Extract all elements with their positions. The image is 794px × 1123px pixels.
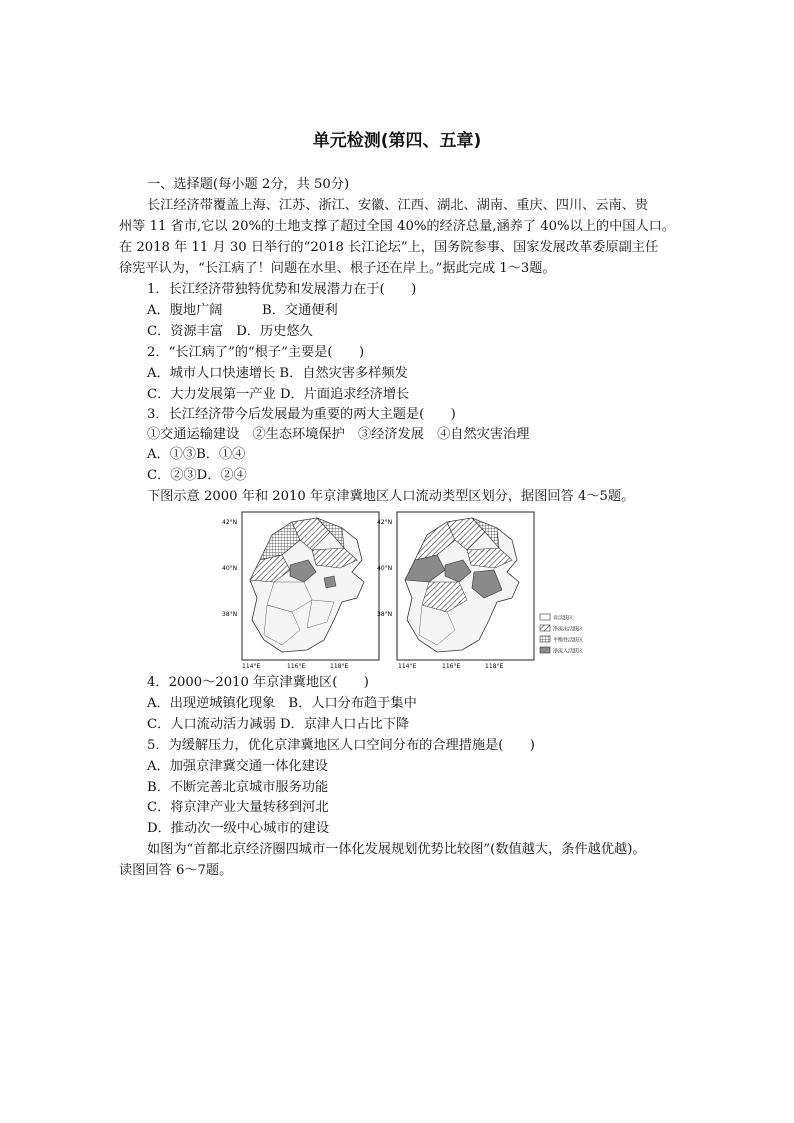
q4-options-ab: A．出现逆城镇化现象 B．人口分布趋于集中 <box>147 696 417 711</box>
legend-label: 净流入活跃区 <box>553 648 584 655</box>
map-2010 <box>397 512 534 660</box>
question-3: 3．长江经济带今后发展最为重要的两大主题是( ) <box>147 407 456 422</box>
lat-label: 42°N <box>222 519 238 526</box>
legend-label: 平衡性活跃区 <box>553 637 584 644</box>
q2-options-cd: C．大力发展第一产业 D．片面追求经济增长 <box>147 387 410 402</box>
q3-options-ab: A．①③B．①④ <box>147 447 246 462</box>
q5-option-d: D．推动次一级中心城市的建设 <box>147 821 330 836</box>
lon-label: 118°E <box>485 663 504 670</box>
q1-options-ab: A．腹地广阔 B．交通便利 <box>147 303 338 318</box>
intro-line: 在 2018 年 11 月 30 日举行的“2018 长江论坛”上，国务院参事、国家发展改革委原副主任 <box>119 240 659 255</box>
question-1: 1．长江经济带独特优势和发展潜力在于( ) <box>147 282 417 297</box>
question-4: 4．2000～2010 年京津冀地区( ) <box>147 675 369 690</box>
q4-options-cd: C．人口流动活力减弱 D．京津人口占比下降 <box>147 717 410 732</box>
intro-line: 州等 11 省市,它以 20%的土地支撑了超过全国 40%的经济总量,涵养了 40%以上的中国人口。 <box>119 219 676 234</box>
final-intro: 如图为“首都北京经济圈四城市一体化发展规划优势比较图”(数值越大，条件越优越)。 <box>147 842 646 857</box>
lon-label: 116°E <box>287 663 306 670</box>
lat-label: 40°N <box>222 565 238 572</box>
q1-options-cd: C．资源丰富 D．历史悠久 <box>147 324 313 339</box>
legend-label: 非活跃区 <box>553 615 574 622</box>
map-intro: 下图示意 2000 年和 2010 年京津冀地区人口流动类型区划分，据图回答 4～5题。 <box>147 489 635 504</box>
lat-label: 42°N <box>377 519 393 526</box>
lon-label: 118°E <box>330 663 349 670</box>
map-legend <box>540 614 583 655</box>
q3-items: ①交通运输建设 ②生态环境保护 ③经济发展 ④自然灾害治理 <box>147 427 530 442</box>
section-heading: 一、选择题(每小题 2分，共 50分) <box>147 177 350 192</box>
lon-label: 114°E <box>398 663 417 670</box>
legend-label: 净流出活跃区 <box>553 626 584 633</box>
intro-line: 长江经济带覆盖上海、江苏、浙江、安徽、江西、湖北、湖南、重庆、四川、云南、贵 <box>147 198 649 213</box>
question-2: 2．“长江病了”的“根子”主要是( ) <box>147 345 365 360</box>
q5-option-b: B．不断完善北京城市服务功能 <box>147 780 329 795</box>
lon-label: 116°E <box>442 663 461 670</box>
population-flow-maps <box>212 510 600 670</box>
q2-options-ab: A．城市人口快速增长 B．自然灾害多样频发 <box>147 366 408 381</box>
q5-option-a: A．加强京津冀交通一体化建设 <box>147 759 328 774</box>
page-title: 单元检测(第四、五章) <box>312 131 482 151</box>
lat-label: 40°N <box>377 565 393 572</box>
lat-label: 38°N <box>377 611 393 618</box>
final-intro-cont: 读图回答 6～7题。 <box>119 863 233 878</box>
map-2000 <box>242 512 379 660</box>
q5-option-c: C．将京津产业大量转移到河北 <box>147 800 329 815</box>
intro-line: 徐宪平认为，“长江病了！问题在水里、根子还在岸上。”据此完成 1～3题。 <box>119 261 556 276</box>
q3-options-cd: C．②③D．②④ <box>147 468 247 483</box>
question-5: 5．为缓解压力，优化京津冀地区人口空间分布的合理措施是( ) <box>147 738 535 753</box>
lon-label: 114°E <box>242 663 261 670</box>
lat-label: 38°N <box>222 611 238 618</box>
